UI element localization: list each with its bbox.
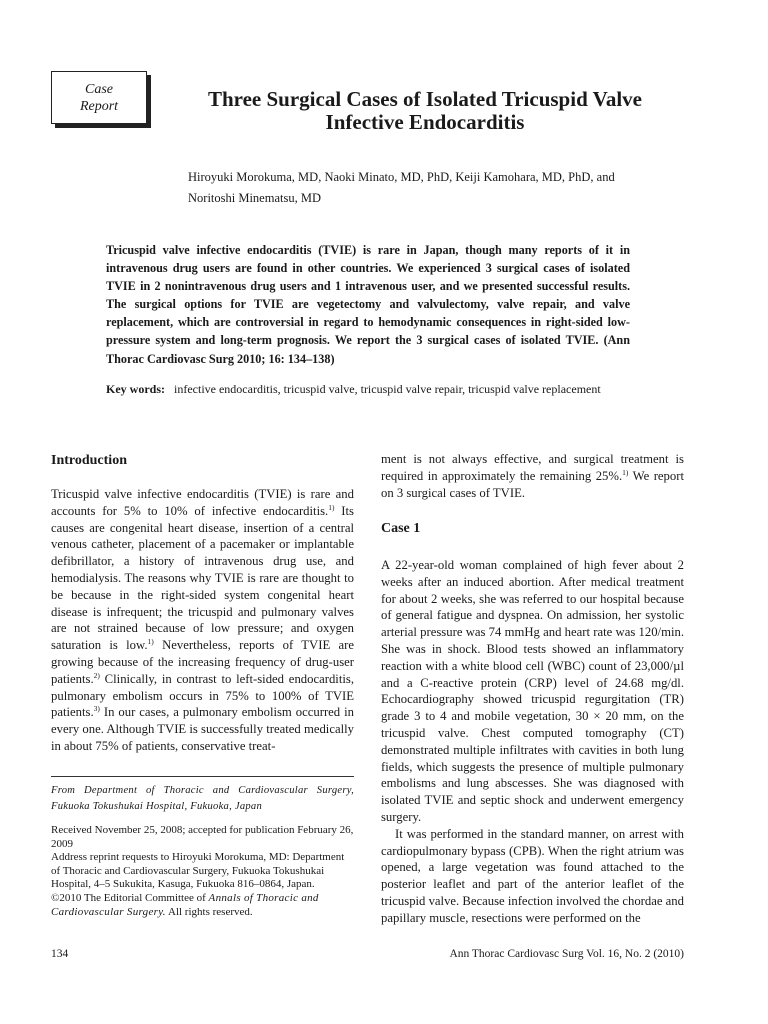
case-label-line1: Case [85, 81, 113, 97]
author-list-line1: Hiroyuki Morokuma, MD, Naoki Minato, MD, PhD, Keiji Kamohara, MD, PhD, and [188, 170, 615, 184]
author-list-line2: Noritoshi Minematsu, MD [188, 191, 321, 205]
copyright-notice: ©2010 The Editorial Committee of Annals of Thoracic and Cardiovascular Surgery. All rights reserved. [51, 891, 319, 918]
keywords-text: infective endocarditis, tricuspid valve, tricuspid valve repair, tricuspid valve replacement [174, 382, 601, 396]
received-dates: Received November 25, 2008; accepted for publication February 26, 2009 [51, 824, 354, 850]
reference-marker: 2) [93, 670, 100, 680]
case-report-label-box [51, 71, 147, 124]
article-title-line1: Three Surgical Cases of Isolated Tricuspid Valve [207, 87, 643, 111]
left-column [51, 486, 354, 755]
abstract: Tricuspid valve infective endocarditis (TVIE) is rare in Japan, though many reports of it in intravenous drug users are found in other countries. We experienced 3 surgical cases of isolated TVIE in 2 nonintravenous drug users and 1 intravenous user, and we presented successful results. The surgical options for TVIE are vegetectomy and valvulectomy, valve repair, and valve replacement, which are controversial in regard to hemodynamic consequences in right-sided low-pressure system and long-term prognosis. We report the 3 surgical cases of isolated TVIE. (Ann Thorac Cardiovasc Surg 2010; 16: 134–138) [106, 243, 630, 366]
footnote-divider [51, 776, 354, 777]
reference-marker: 3) [93, 704, 100, 714]
keywords-label: Key words: [106, 382, 165, 396]
case1-paragraph-2: It was performed in the standard manner, on arrest with cardiopulmonary bypass (CPB). When the right atrium was opened, a large vegetation was found attached to the posterior leaflet and part of the anterior leaflet of the tricuspid valve. Because infection involved the chordae and papillary muscle, resections were performed on the [381, 826, 684, 925]
reference-marker: 1) [622, 467, 629, 477]
journal-citation: Ann Thorac Cardiovasc Surg Vol. 16, No. 2 (2010) [449, 948, 684, 960]
article-title-line2: Infective Endocarditis [325, 110, 525, 134]
case1-paragraph-1: A 22-year-old woman complained of high fever about 2 weeks after an induced abortion. After medical treatment for about 2 weeks, she was referred to our hospital because of general fatigue and dyspnea. On admission, her systolic arterial pressure was 74 mmHg and heart rate was 120/min. She was in shock. Blood tests showed an inflammatory reaction with a white blood cell (WBC) count of 23,000/µl and a C-reactive protein (CRP) level of 24.68 mg/dl. Echocardiography showed tricuspid regurgitation (TR) grade 3 to 4 and mobile vegetation, 30 × 20 mm, on the tricuspid valve. Chest computed tomography (CT) demonstrated multiple infiltrates with cavities in both lung fields, which suggests the presence of multiple pulmonary embolisms and lung abscesses. She was diagnosed with isolated TVIE and septic shock and underwent emergency surgery. [381, 558, 684, 824]
case1-heading: Case 1 [381, 521, 421, 536]
reference-marker: 1) [328, 502, 335, 512]
reprint-address: Address reprint requests to Hiroyuki Morokuma, MD: Department of Thoracic and Cardiovascular Surgery, Fukuoka Tokushukai Hospital, 4–5 Sukukita, Kasuga, Fukuoka 816–0864, Japan. [51, 851, 345, 891]
keywords [106, 381, 666, 398]
introduction-heading: Introduction [51, 453, 127, 468]
introduction-continuation: ment is not always effective, and surgical treatment is required in approximately the remaining 25%.$^{1)}$ We report on 3 surgical cases of TVIE. [381, 452, 684, 500]
case1-body [381, 557, 684, 927]
affiliation-note: From Department of Thoracic and Cardiovascular Surgery, Fukuoka Tokushukai Hospital, Fukuoka, Japan [51, 785, 354, 812]
page-number: 134 [51, 948, 69, 960]
article-title [160, 88, 690, 134]
introduction-paragraph: Tricuspid valve infective endocarditis (TVIE) is rare and accounts for 5% to 10% of infective endocarditis.$^{1)}$ Its causes are congenital heart disease, insertion of a central venous catheter, placement of a pacemaker or implantable defibrillator, a history of intravenous drug use, and hemodialysis. The reasons why TVIE is rare are thought to be because in the right-sided system congenital heart disease is infrequent; the tricuspid and pulmonary valves are not strained because of low pressure; and oxygen saturation is low.$^{1)}$ Nevertheless, reports of TVIE are growing because of the increasing frequency of drug-user patients.$^{2)}$ Clinically, in contrast to left-sided endocarditis, pulmonary embolism occurs in 75% to 100% of TVIE patients.$^{3)}$ In our cases, a pulmonary embolism occurred in every one. Although TVIE is successfully treated medically in about 75% of patients, conservative treat- [51, 487, 354, 753]
reference-marker: 1) [147, 637, 154, 647]
author-list [188, 167, 668, 209]
publication-notes [51, 824, 354, 919]
case-label-line2: Report [79, 98, 119, 114]
